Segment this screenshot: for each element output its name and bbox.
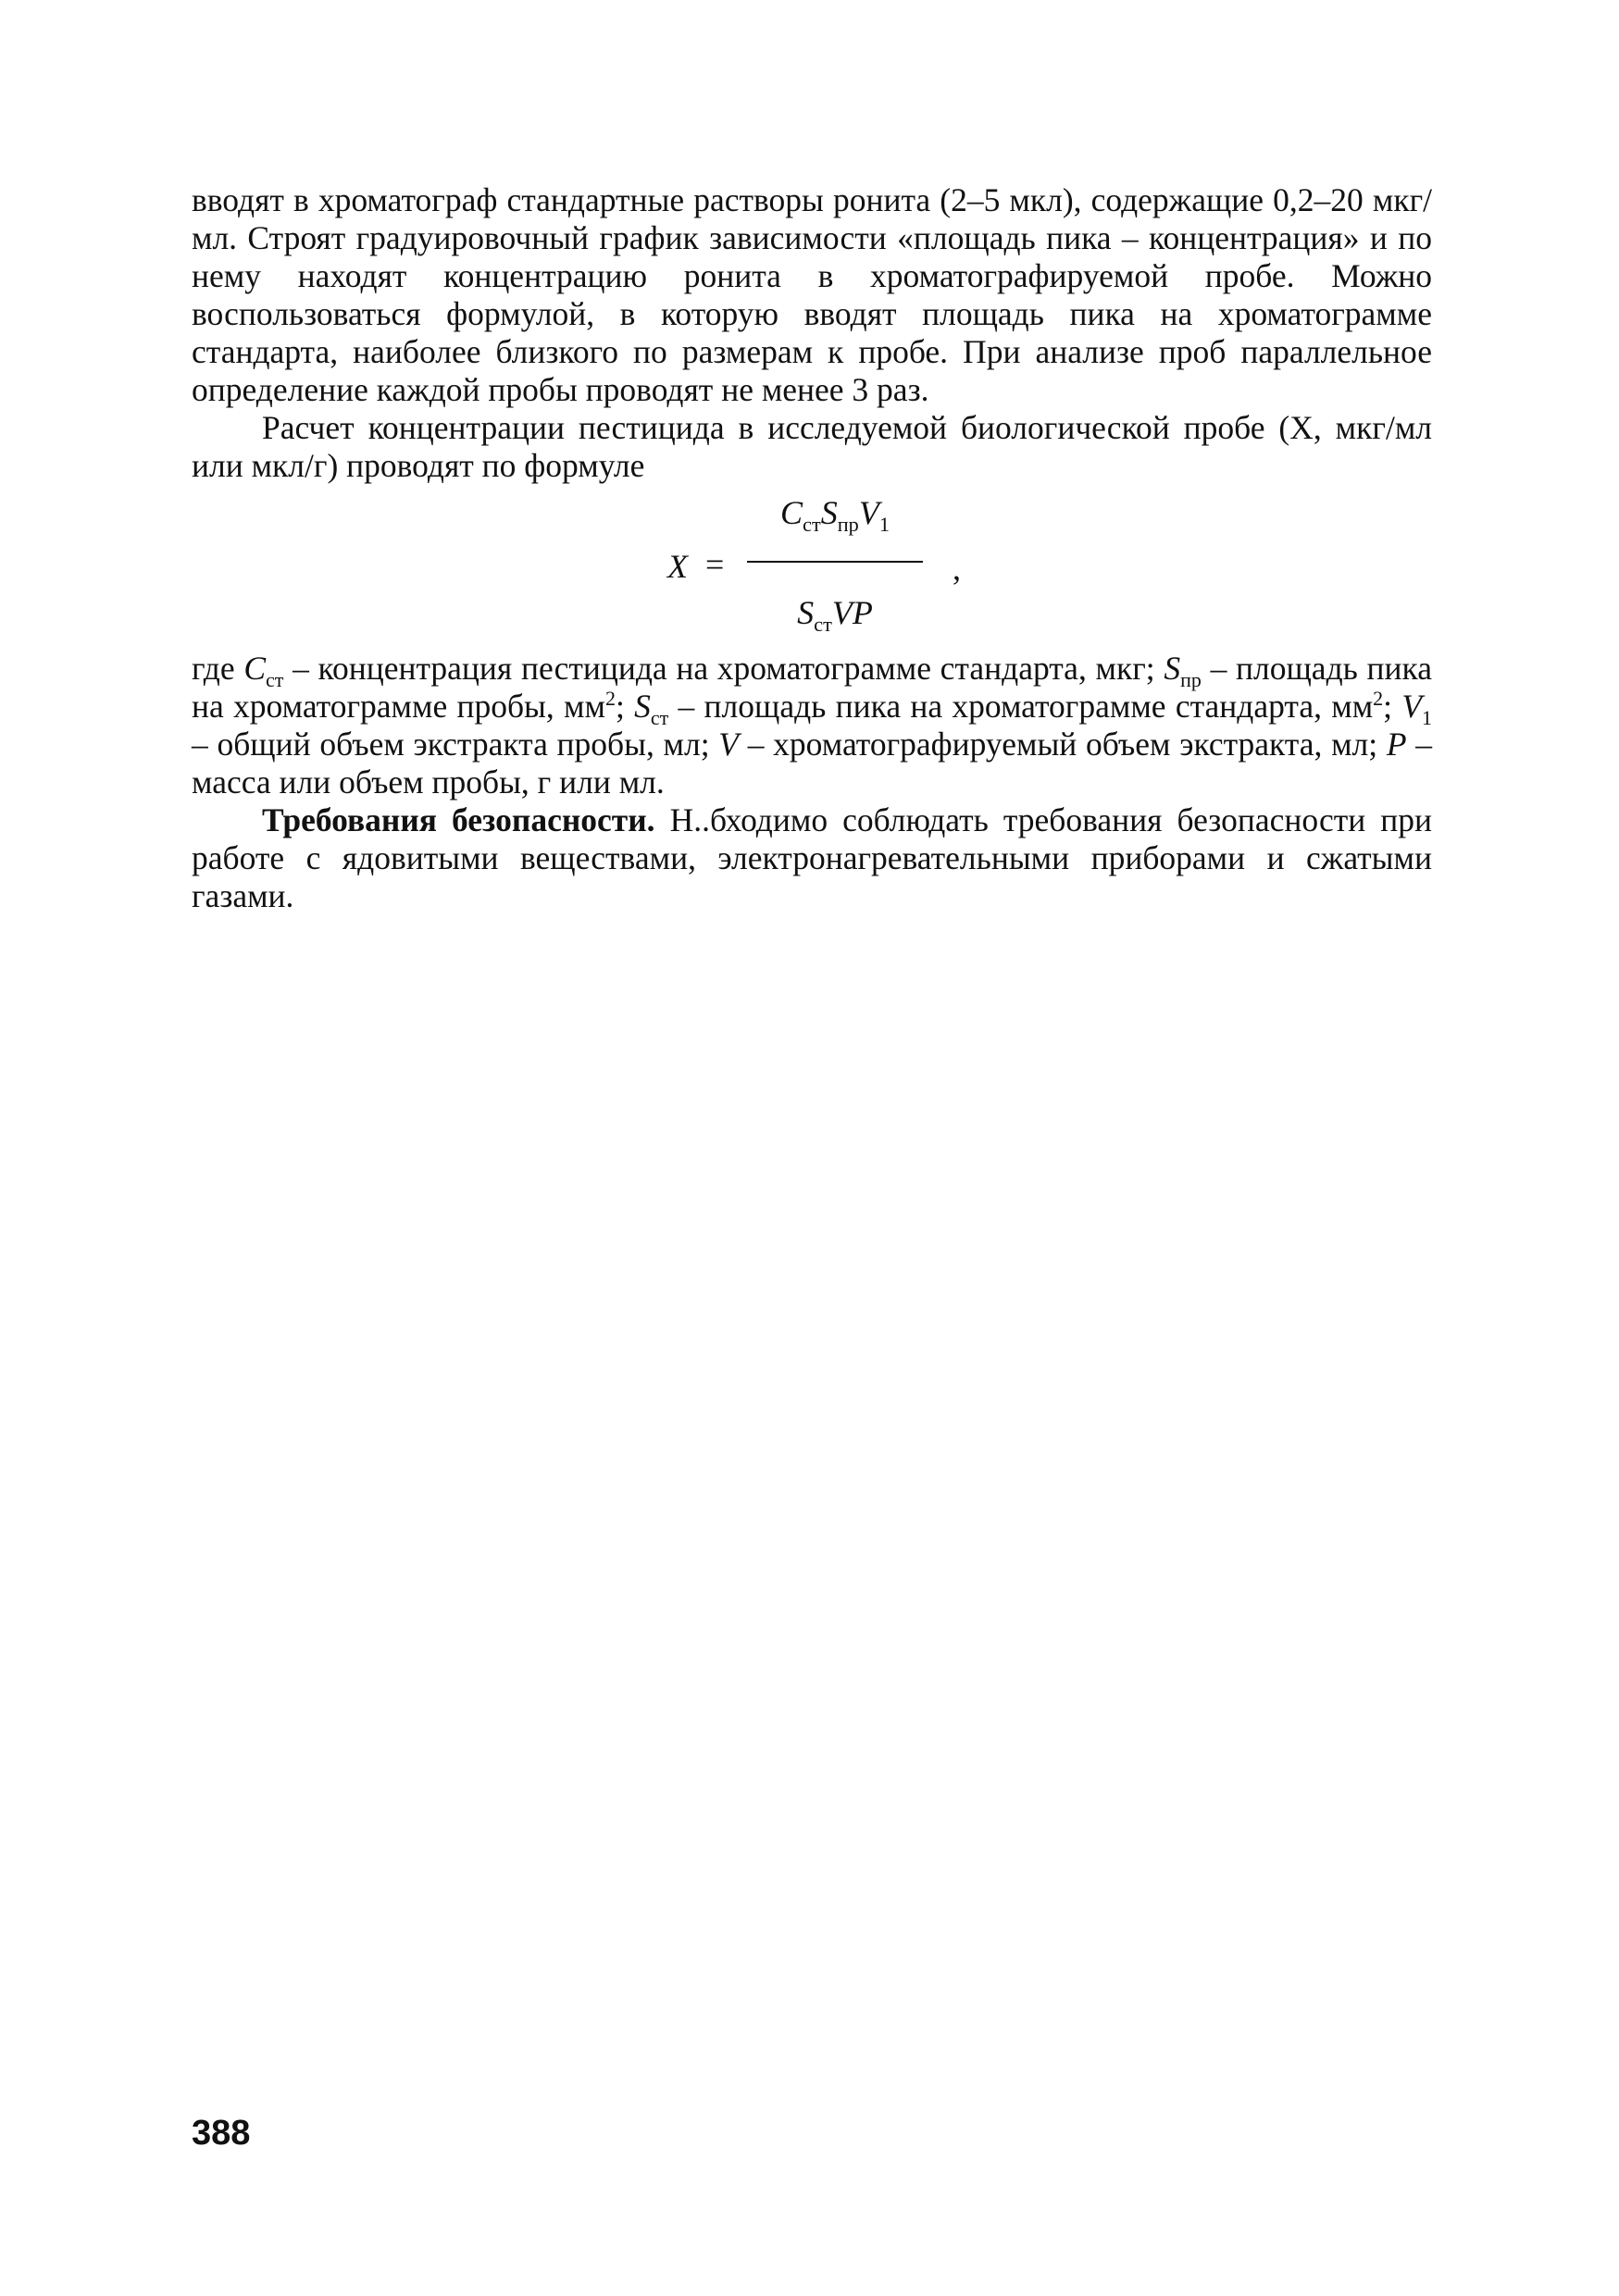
formula-equals: = <box>705 546 725 583</box>
paragraph-safety <box>192 801 1432 915</box>
formula-denominator: $S_{ст}VP$ <box>797 594 873 637</box>
body-text <box>192 181 1432 915</box>
formula-fraction <box>747 485 923 640</box>
paragraph-definitions: где $C_{ст}$ – концентрация пестицида на хроматограмме стандарта, мкг; $S_{пр}$ – площадь пика на хроматограмме пробы, $мм^2$; $S_{ст}$ – площадь пика на хроматограмме стандарта, $мм^2$; $V_1$ – общий объем экстракта пробы, мл; V – хроматографируемый объем экстракта, мл; P – масса или объем пробы, г или мл. <box>192 650 1433 800</box>
paragraph-calculation-intro: Расчет концентрации пестицида в исследуемой биологической пробе (X, мкг/мл или мкл/г) проводят по формуле <box>192 409 1432 484</box>
page-number: 388 <box>192 2114 251 2153</box>
fraction-line <box>747 561 923 563</box>
formula-comma: , <box>953 550 961 587</box>
formula-lhs: X <box>667 548 688 585</box>
concentration-formula <box>192 485 1432 650</box>
formula-numerator: $C_{ст}S_{пр}V_1$ <box>780 494 890 537</box>
safety-text: Н..бходимо соблюдать требования безопасности при работе с ядовитыми веществами, электронагревательными приборами и сжатыми газами. <box>192 801 1432 914</box>
safety-heading: Требования безопасности. <box>262 801 655 838</box>
paragraph-standard-solutions: вводят в хроматограф стандартные растворы ронита (2–5 мкл), содержащие 0,2–20 мкг/мл. Строят градуировочный график зависимости «площадь пика – концентрация» и по нему находят концентрацию ронита в хроматографируемой пробе. Можно воспользоваться формулой, в которую вводят площадь пика на хроматограмме стандарта, наиболее близкого по размерам к пробе. При анализе проб параллельное определение каждой пробы проводят не менее 3 раз. <box>192 181 1432 408</box>
